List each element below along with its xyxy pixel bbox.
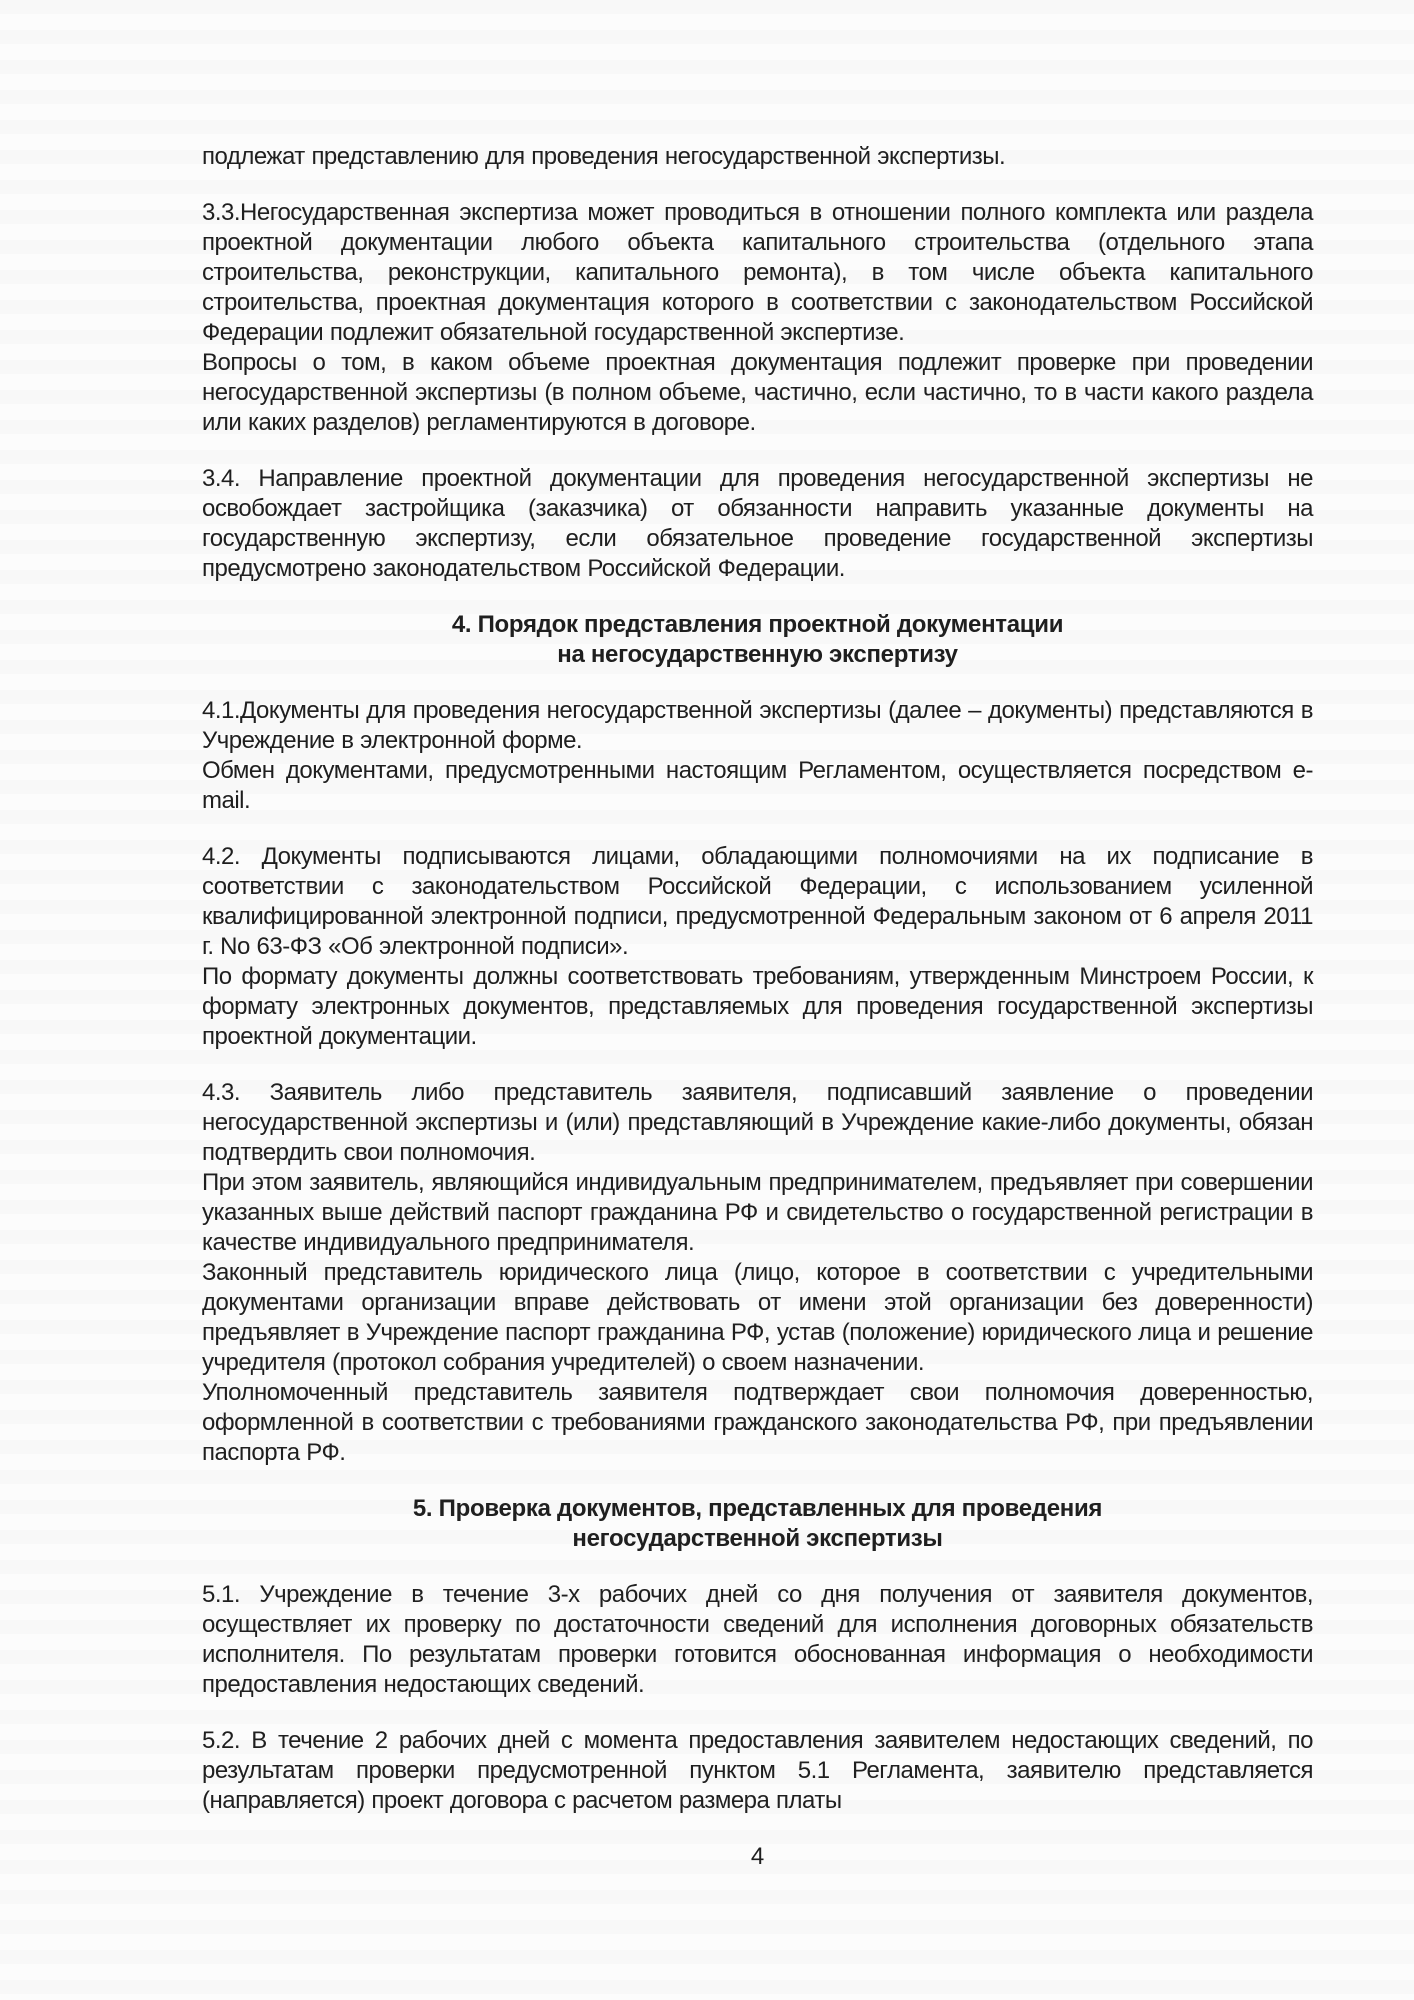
paragraph-4-1-part-2: Обмен документами, предусмотренными настоящим Регламентом, осуществляется посредством e-mail. [202, 757, 1313, 814]
paragraph-3-3-part-1: 3.3.Негосударственная экспертиза может проводиться в отношении полного комплекта или раздела проектной документации любого объекта капитального строительства (отдельного этапа строительства, реконструкции, капитального ремонта), в том числе объекта капитального строительства, проектная документация которого в соответствии с законодательством Российской Федерации подлежит обязательной государственной экспертизе. [202, 199, 1313, 346]
paragraph-4-3-part-4: Уполномоченный представитель заявителя подтверждает свои полномочия доверенностью, оформленной в соответствии с требованиями гражданского законодательства РФ, при предъявлении паспорта РФ. [202, 1379, 1313, 1466]
section-5-title [202, 1494, 1313, 1554]
paragraph-3-4 [202, 464, 1313, 584]
paragraph-5-1-text: 5.1. Учреждение в течение 3-х рабочих дней со дня получения от заявителя документов, осуществляет их проверку по достаточности сведений для исполнения договорных обязательств исполнителя. По результатам проверки готовится обоснованная информация о необходимости предоставления недостающих сведений. [202, 1581, 1313, 1698]
paragraph-4-3 [202, 1078, 1313, 1468]
section-5-title-line-1: 5. Проверка документов, представленных для проведения [412, 1495, 1103, 1522]
page-number: 4 [750, 1843, 765, 1870]
section-4-title-line-1: 4. Порядок представления проектной документации [451, 611, 1064, 638]
paragraph-4-3-part-1: 4.3. Заявитель либо представитель заявителя, подписавший заявление о проведении негосударственной экспертизы и (или) представляющий в Учреждение какие-либо документы, обязан подтвердить свои полномочия. [202, 1079, 1313, 1166]
section-5-title-line-2: негосударственной экспертизы [572, 1525, 943, 1552]
paragraph-4-2-part-2: По формату документы должны соответствовать требованиям, утвержденным Минстроем России, к формату электронных документов, представляемых для проведения государственной экспертизы проектной документации. [202, 963, 1313, 1050]
paragraph-5-1 [202, 1580, 1313, 1700]
section-4-title-line-2: на негосударственную экспертизу [557, 641, 958, 668]
paragraph-4-2 [202, 842, 1313, 1052]
paragraph-4-3-part-3: Законный представитель юридического лица (лицо, которое в соответствии с учредительными документами организации вправе действовать от имени этой организации без доверенности) предъявляет в Учреждение паспорт гражданина РФ, устав (положение) юридического лица и решение учредителя (протокол собрания учредителей) о своем назначении. [202, 1259, 1313, 1376]
paragraph-3-3-part-2: Вопросы о том, в каком объеме проектная документация подлежит проверке при проведении негосударственной экспертизы (в полном объеме, частично, если частично, то в части какого раздела или каких разделов) регламентируются в договоре. [202, 349, 1313, 436]
paragraph-4-3-part-2: При этом заявитель, являющийся индивидуальным предпринимателем, предъявляет при совершении указанных выше действий паспорт гражданина РФ и свидетельство о государственной регистрации в качестве индивидуального предпринимателя. [202, 1169, 1313, 1256]
section-4-title [202, 610, 1313, 670]
paragraph-4-1-part-1: 4.1.Документы для проведения негосударственной экспертизы (далее – документы) представляются в Учреждение в электронной форме. [202, 697, 1313, 754]
paragraph-4-2-part-1: 4.2. Документы подписываются лицами, обладающими полномочиями на их подписание в соответствии с законодательством Российской Федерации, с использованием усиленной квалифицированной электронной подписи, предусмотренной Федеральным законом от 6 апреля 2011 г. No 63-ФЗ «Об электронной подписи». [202, 843, 1313, 960]
paragraph-5-2 [202, 1726, 1313, 1816]
paragraph-4-1 [202, 696, 1313, 816]
paragraph-3-3 [202, 198, 1313, 438]
paragraph-3-4-text: 3.4. Направление проектной документации для проведения негосударственной экспертизы не освобождает застройщика (заказчика) от обязанности направить указанные документы на государственную экспертизу, если обязательное проведение государственной экспертизы предусмотрено законодательством Российской Федерации. [202, 465, 1313, 582]
paragraph-continued [202, 142, 1313, 172]
heading-section-4 [202, 610, 1313, 670]
paragraph-5-2-text: 5.2. В течение 2 рабочих дней с момента предоставления заявителем недостающих сведений, по результатам проверки предусмотренной пунктом 5.1 Регламента, заявителю представляется (направляется) проект договора с расчетом размера платы [202, 1727, 1313, 1814]
paragraph-continued-text: подлежат представлению для проведения негосударственной экспертизы. [202, 143, 1006, 170]
heading-section-5 [202, 1494, 1313, 1554]
